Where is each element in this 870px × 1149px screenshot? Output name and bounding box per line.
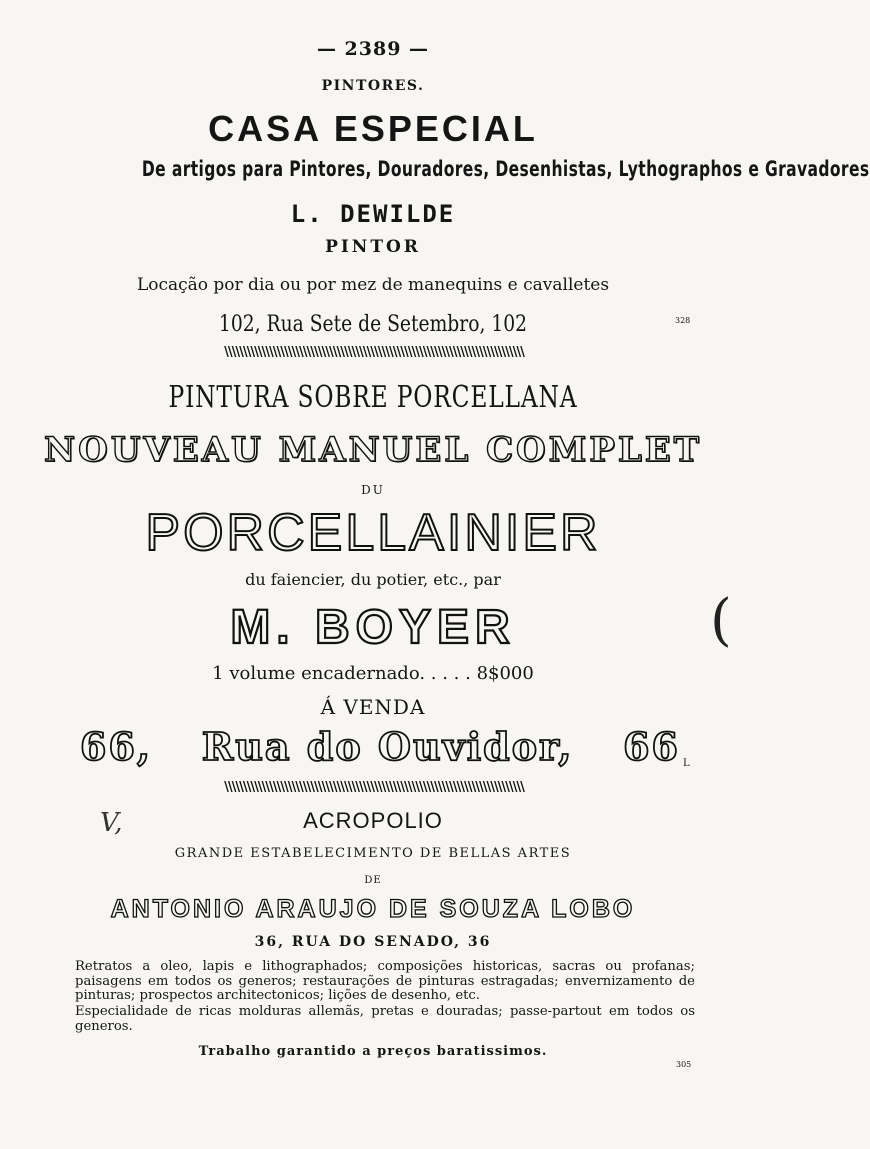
ad2-address-street: Rua do Ouvidor, xyxy=(201,724,574,769)
ad2-du: DU xyxy=(361,483,385,497)
ad1-subtitle: De artigos para Pintores, Douradores, Desenhistas, Lythographos e Gravadores xyxy=(141,157,870,181)
ad2-address-number-end: 66 xyxy=(623,724,680,769)
ad3-paragraph-2: Especialidade de ricas molduras allemãs, pretas e douradas; passe-partout em todos os generos. xyxy=(75,1004,695,1034)
ad1-name: L. DEWILDE xyxy=(290,200,456,228)
ornamental-divider: \\\\\\\\\\\\\\\\\\\\\\\\\\\\\\\\\\\\\\\\\\\\\\\\\\\\\\\\\\\\\\\\\\\\\\\\\\\\\\\\ xyxy=(224,345,524,360)
ad3-title: ACROPOLIO xyxy=(303,808,443,833)
page-number: — 2389 — xyxy=(316,38,430,60)
ad3-code: 305 xyxy=(676,1060,692,1069)
ad3-subtitle: GRANDE ESTABELECIMENTO DE BELLAS ARTES xyxy=(174,846,572,861)
ad2-subject: PORCELLAINIER xyxy=(145,504,601,562)
ad1-address: 102, Rua Sete de Setembro, 102 xyxy=(218,312,528,337)
ad2-subtitle: du faiencier, du potier, etc., par xyxy=(245,570,501,589)
ad1-profession: PINTOR xyxy=(325,237,421,257)
ad2-address xyxy=(80,724,680,769)
ad1-title: CASA ESPECIAL xyxy=(208,108,538,149)
ornamental-divider-2: \\\\\\\\\\\\\\\\\\\\\\\\\\\\\\\\\\\\\\\\\\\\\\\\\\\\\\\\\\\\\\\\\\\\\\\\\\\\\\\\ xyxy=(224,780,524,795)
pencil-mark: V, xyxy=(100,808,123,838)
ad2-sale: Á VENDA xyxy=(320,695,426,719)
ad2-mark: L xyxy=(683,758,690,769)
ad2-volume: 1 volume encadernado. . . . . 8$000 xyxy=(212,663,534,684)
ad2-author: M. BOYER xyxy=(230,601,516,654)
ad3-de: DE xyxy=(364,875,382,886)
margin-paren: ( xyxy=(710,588,732,653)
ad2-title: NOUVEAU MANUEL COMPLET xyxy=(44,430,702,470)
ad1-rental: Locação por dia ou por mez de manequins e cavalletes xyxy=(136,275,610,295)
ad1-code: 328 xyxy=(675,316,691,325)
ad3-guarantee: Trabalho garantido a preços baratissimos. xyxy=(198,1044,548,1059)
ad3-address: 36, RUA DO SENADO, 36 xyxy=(254,934,492,950)
ad3-owner: ANTONIO ARAUJO DE SOUZA LOBO xyxy=(110,895,636,923)
section-title: PINTORES. xyxy=(321,78,425,94)
ad2-heading: PINTURA SOBRE PORCELLANA xyxy=(168,380,578,415)
ad3-paragraph-1: Retratos a oleo, lapis e lithographados; composições historicas, sacras ou profanas; paisagens em todos os generos; restaurações de pinturas estragadas; envernizamento de pinturas; prospectos architectonicos; lições de desenho, etc. xyxy=(75,959,695,1003)
ad2-address-number: 66, xyxy=(80,724,153,769)
